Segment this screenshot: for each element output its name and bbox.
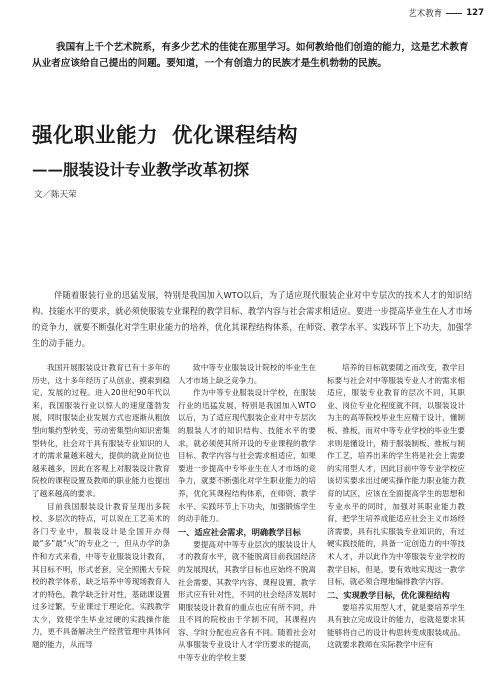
page-number: 127 — [466, 8, 484, 18]
article-title — [32, 118, 298, 148]
paragraph: 要提高对中等专业层次的服装设计人才的教育水平，就不能脱离目前我国经济的发展现状，其教学目标也应始终不脱离社会需要。其教学内容、课程设置、教学形式应有针对性，不同的社会经济发展时期服装设计教育的重点也应有所不同，并且不同的院校由于学制不同，其课程内容、学时分配也应各有不同。随着社会对从事服装专业设计人才学历要求的提高，中等专业的学校主要 — [178, 539, 316, 663]
author-byline: 文／陈天荣 — [34, 190, 77, 200]
paragraph: 要培养实用型人才，就是要培养学生具有独立完成设计的能力，也就是要求其能够将自己的设计构思转变成服装成品。这就要求教师在实际教学中应有 — [327, 602, 465, 650]
body-column-3 — [327, 362, 465, 652]
section-heading: 一、适应社会需求，明确教学目标 — [178, 526, 301, 537]
article-subtitle: ——服装设计专业教学改革初探 — [32, 160, 250, 179]
body-column-2 — [178, 362, 316, 665]
editor-quote: 我国有上千个艺术院系，有多少艺术的佳徒在那里学习。如何教给他们创造的能力，这是艺术教育从业者应该给自己提出的问题。要知道，一个有创造力的民族才是生机勃勃的民族。 — [32, 42, 469, 69]
paragraph: 致中等专业服装设计院校的毕业生在人才市场上缺乏竞争力。 — [178, 363, 316, 385]
section-heading: 二、实现教学目标，优化课程结构 — [327, 589, 450, 600]
abstract: 伴随着服装行业的迅猛发展，特别是我国加入WTO以后，为了适应现代服装企业对中专层次的技术人才的知识结构、技能水平的要求，就必须使服装专业课程的教学目标、教学内容与社会需求相适应。要进一步提高毕业生在人才市场的竞争力，就要不断强化对学生职业能力的培养，优化其课程结构体系，在师资、教学水平、实践环节上下功夫，加强学生的动手能力。 — [32, 290, 472, 348]
paragraph: 目前我国服装设计教育呈现出多院校、多层次的特点，可以说在工艺美术的各门专业中，服装设计是全国开办得最“多”最“火”的专业之一，但从办学的条件和方式来看，中等专业服装设计教育，其目标不明，形式老套，完全照搬大专院校的教学体系，缺乏培养中等现场教育人才的特色，教学缺乏针对性，基础课设置过多过繁，专业课过于理论化，实践教学太少，致使学生毕业过硬的实践操作能力，更不具备解决生产经营管理中具体问题的能力，从而导 — [32, 501, 170, 650]
title-part-2: 优化课程结构 — [172, 123, 298, 147]
paragraph: 我国开展服装设计教育已有十多年的历史，这十多年经历了从创业、摸索到稳定、发展的过程。进入20世纪90年代以来，我国服装行业以惊人的速度蓬勃发展，同时服装企业发展方式也逐渐从粗放型向集约型转变，劳动密集型向知识密集型转化，社会对于具有服装专业知识的人才的需求量越来越大，提供的就业岗位也越来越多，因此在客观上对服装设计教育院校的课程设置及教师的职业能力也提出了越来越高的要求。 — [32, 363, 170, 498]
title-part-1: 强化职业能力 — [32, 123, 158, 147]
paragraph: 作为中等专业服装设计学校，在服装行业的迅猛发展，特别是我国加入WTO以后，为了适应现代服装企业对中专层次的服装人才的知识结构、技能水平的要求，就必须使其所开设的专业课程的教学目标、教学内容与社会需求相适应，如果要进一步提高中专毕业生在人才市场的竞争力，就要不断强化对学生职业能力的培养，优化其课程结构体系，在师资、教学水平、实践环节上下功夫，加强锻炼学生的动手能力。 — [178, 388, 316, 524]
paragraph: 培养的目标就要随之而改变，教学目标要与社会对中等服装专业人才的需求相适应，服装专业教育的层次不同，其职业、岗位专业化程度就不同，以服装设计为主的高等院校毕业生应精于设计，懂制板、推板，而对中等专业学校的毕业生要求则是懂设计，精于服装制板、推板与制作工艺，培养出来的学生将是社会上需要的实用型人才，因此目前中等专业学校应该切实要求出过硬实操作能力职业能力教育的试区，应该在全面提高学生的思想和专业水平的同时，加强对其职业能力教育，把学生培养成能适应社会主义市场经济需要，具有扎实服装专业知识的，有过硬实践技能的，具备一定创造力的中等技术人才，并以此作为中等服装专业学校的教学目标，但是，要有效地实现这一教学目标，就必须合理地编排教学内容。 — [327, 363, 465, 587]
header-section: 艺术教育 — [408, 9, 443, 19]
body-column-1 — [32, 362, 170, 652]
running-header — [408, 7, 484, 19]
header-rule — [446, 13, 462, 14]
